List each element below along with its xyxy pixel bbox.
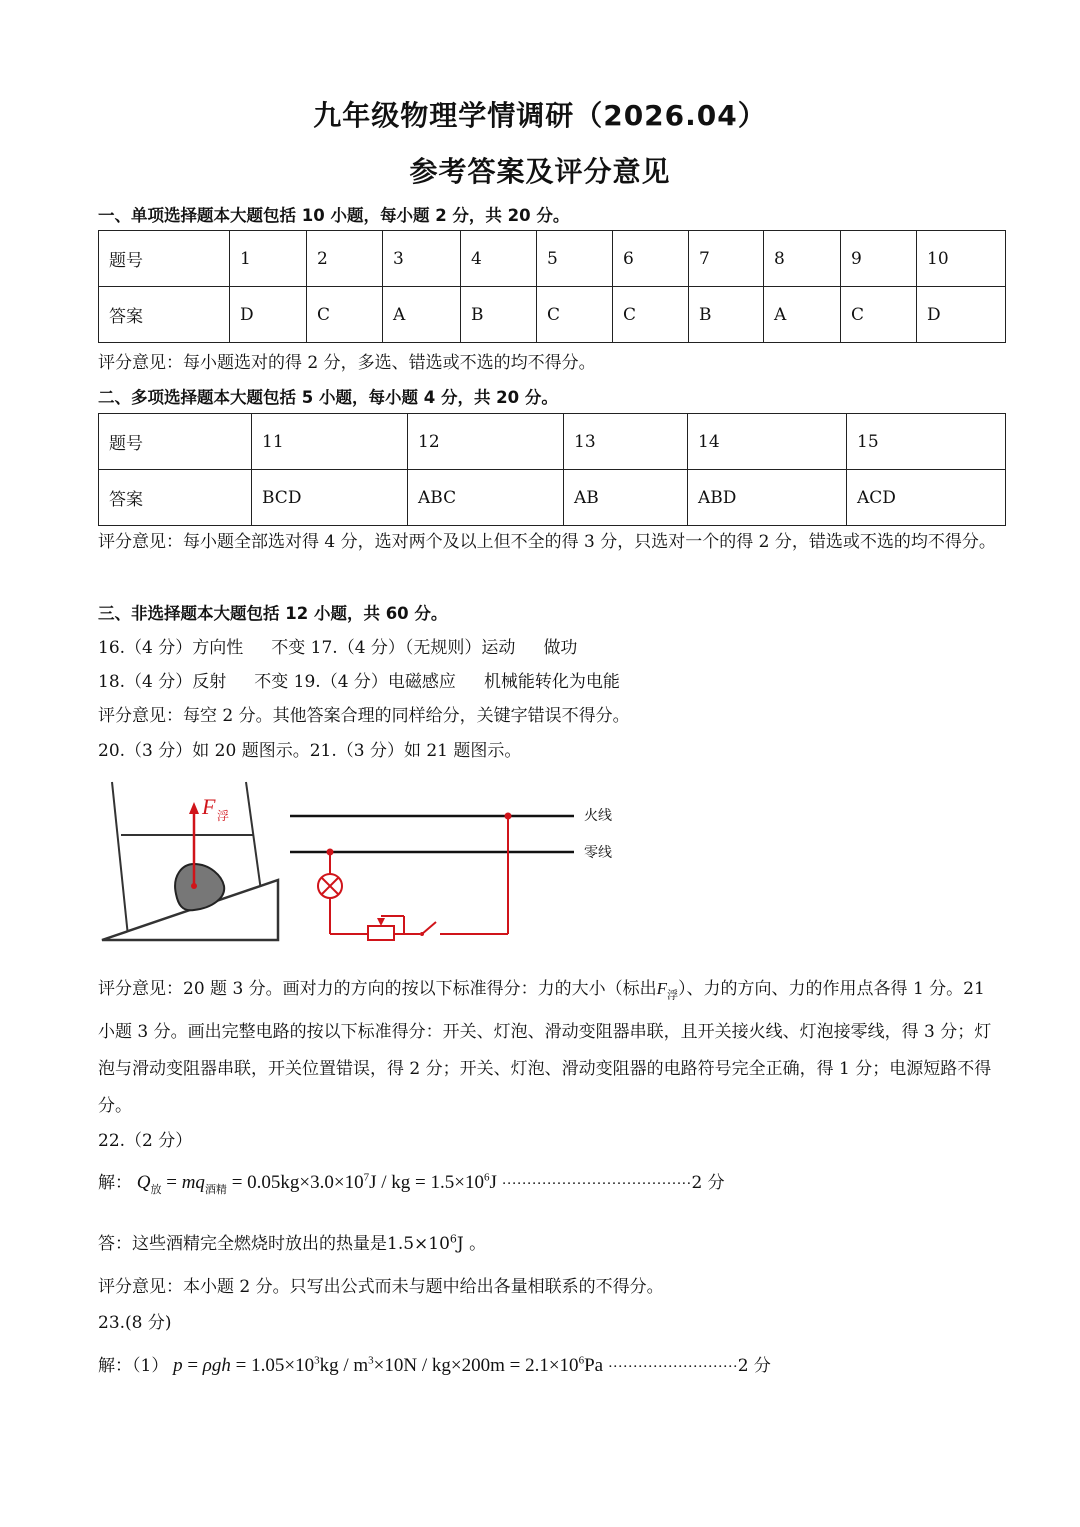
q22-answer (98, 1229, 486, 1254)
answer-text: 机械能转化为电能 (483, 672, 620, 692)
answer-cell: B (689, 287, 764, 343)
force-label: F (202, 794, 216, 819)
symbol-p: p (173, 1355, 183, 1376)
answer-text: 答：这些酒精完全燃烧时放出的热量是1.5×10 (98, 1234, 450, 1254)
answer-cell: BCD (252, 470, 408, 526)
q22-heading: 22.（2 分） (98, 1131, 193, 1151)
section2-heading: 二、多项选择题本大题包括 5 小题，每小题 4 分，共 20 分。 (98, 388, 558, 407)
question-number: 1 (230, 231, 307, 287)
answer-cell: B (461, 287, 537, 343)
figure-20-buoyancy-diagram (98, 776, 288, 946)
table-row (99, 414, 1006, 470)
leader-dots: ······································ (501, 1176, 692, 1192)
answer-cell: D (230, 287, 307, 343)
answer-cell: A (764, 287, 841, 343)
answer-text: 16.（4 分）方向性 (98, 638, 244, 658)
question-number: 5 (537, 231, 613, 287)
q23-solution (98, 1351, 771, 1377)
fill-blank-grading-note: 评分意见：每空 2 分。其他答案合理的同样给分，关键字错误不得分。 (98, 706, 630, 726)
figure-21-circuit-diagram (288, 796, 628, 946)
section2-grading-note: 评分意见：每小题全部选对得 4 分，选对两个及以上但不全的得 3 分，只选对一个的得 2 分，错选或不选的均不得分。 (98, 532, 996, 552)
equals: = (187, 1355, 203, 1376)
equals: = (166, 1172, 177, 1193)
symbol-q: Q (136, 1172, 151, 1193)
note-text: 评分意见：20 题 3 分。画对力的方向的按以下标准得分：力的大小（标出 (98, 979, 657, 999)
question-number: 11 (252, 414, 408, 470)
leader-dots: ·························· (607, 1359, 738, 1375)
formula-text: J (489, 1172, 497, 1193)
answer-q20-q21: 20.（3 分）如 20 题图示。21.（3 分）如 21 题图示。 (98, 741, 522, 761)
formula-text: J / kg = 1.5×10 (369, 1172, 484, 1193)
formula-text: = 1.05×10 (230, 1355, 315, 1376)
question-number: 4 (461, 231, 537, 287)
exponent: 6 (578, 1354, 585, 1367)
formula-text: kg / m (319, 1355, 369, 1376)
formula-text: = 0.05kg×3.0×10 (231, 1172, 364, 1193)
formula-text: ×10N / kg×200m = 2.1×10 (373, 1355, 579, 1376)
symbol-mq: mq (181, 1172, 205, 1193)
answer-cell: ACD (847, 470, 1006, 526)
solution-prefix: 解：（1） (98, 1356, 169, 1376)
table-row (99, 470, 1006, 526)
force-subscript: 浮 (217, 809, 230, 823)
symbol-subscript: 酒精 (204, 1183, 227, 1196)
symbol-subscript: 放 (150, 1183, 162, 1196)
answer-text: 不变 17.（4 分）（无规则）运动 (271, 638, 516, 658)
question-number: 14 (688, 414, 847, 470)
answer-text: J 。 (456, 1234, 487, 1254)
q23-heading: 23.(8 分) (98, 1313, 172, 1333)
live-wire-label: 火线 (584, 808, 612, 824)
q22-grading-note: 评分意见：本小题 2 分。只写出公式而未与题中给出各量相联系的不得分。 (98, 1277, 664, 1297)
answer-text: 18.（4 分）反射 (98, 672, 227, 692)
table-row (99, 287, 1006, 343)
question-number: 6 (613, 231, 689, 287)
page-title: 九年级物理学情调研（2026.04） (313, 99, 767, 132)
answer-cell: ABC (408, 470, 564, 526)
page-subtitle: 参考答案及评分意见 (409, 155, 671, 188)
note-text: ）、力的方向、力的作用点各得 1 分。21 小题 3 分。画出完整电路的按以下标准得分：开关、灯泡、滑动变阻器串联，且开关接火线、灯泡接零线，得 3 分；灯泡与滑动变阻器串联，开关位置错误，得 2 分；开关、灯泡、滑动变阻器的电路符号完全正确，得 1 分；电源短路不得分。 (98, 979, 992, 1117)
question-number: 15 (847, 414, 1006, 470)
table-row (99, 231, 1006, 287)
switch-symbol (422, 922, 436, 934)
row-label-answer: 答案 (99, 470, 252, 526)
exponent: 3 (314, 1354, 320, 1367)
neutral-wire-label: 零线 (584, 845, 612, 861)
answer-cell: A (383, 287, 461, 343)
answer-cell: C (537, 287, 613, 343)
question-number: 13 (564, 414, 688, 470)
answer-cell: C (307, 287, 383, 343)
question-number: 10 (917, 231, 1006, 287)
answer-cell: C (613, 287, 689, 343)
section3-heading: 三、非选择题本大题包括 12 小题，共 60 分。 (98, 604, 448, 623)
rheostat-symbol (368, 926, 394, 940)
force-symbol: F (656, 979, 668, 998)
section1-heading: 一、单项选择题本大题包括 10 小题，每小题 2 分，共 20 分。 (98, 206, 570, 225)
question-number: 3 (383, 231, 461, 287)
answer-q16-q17 (98, 633, 577, 658)
single-choice-answer-table (98, 230, 1006, 343)
score-label: 2 分 (737, 1356, 771, 1376)
figure-grading-note (98, 970, 998, 1125)
score-label: 2 分 (691, 1173, 725, 1193)
q22-solution (98, 1168, 725, 1197)
answer-text: 不变 19.（4 分）电磁感应 (254, 672, 456, 692)
question-number: 2 (307, 231, 383, 287)
exponent: 7 (363, 1171, 370, 1184)
symbol-rho-g-h: ρgh (202, 1355, 231, 1376)
force-subscript: 浮 (667, 989, 679, 1002)
question-number: 9 (841, 231, 917, 287)
question-number: 7 (689, 231, 764, 287)
exponent: 6 (483, 1171, 490, 1184)
answer-q18-q19 (98, 667, 620, 692)
row-label-question: 题号 (99, 414, 252, 470)
multiple-choice-answer-table (98, 413, 1006, 526)
row-label-answer: 答案 (99, 287, 230, 343)
exponent: 3 (368, 1354, 374, 1367)
solution-prefix: 解： (98, 1173, 132, 1193)
exponent: 6 (449, 1232, 457, 1246)
formula-text: Pa (584, 1355, 604, 1376)
row-label-question: 题号 (99, 231, 230, 287)
answer-cell: C (841, 287, 917, 343)
section1-grading-note: 评分意见：每小题选对的得 2 分，多选、错选或不选的均不得分。 (98, 353, 596, 373)
answer-cell: D (917, 287, 1006, 343)
answer-text: 做功 (543, 638, 578, 658)
answer-cell: AB (564, 470, 688, 526)
question-number: 12 (408, 414, 564, 470)
answer-cell: ABD (688, 470, 847, 526)
question-number: 8 (764, 231, 841, 287)
